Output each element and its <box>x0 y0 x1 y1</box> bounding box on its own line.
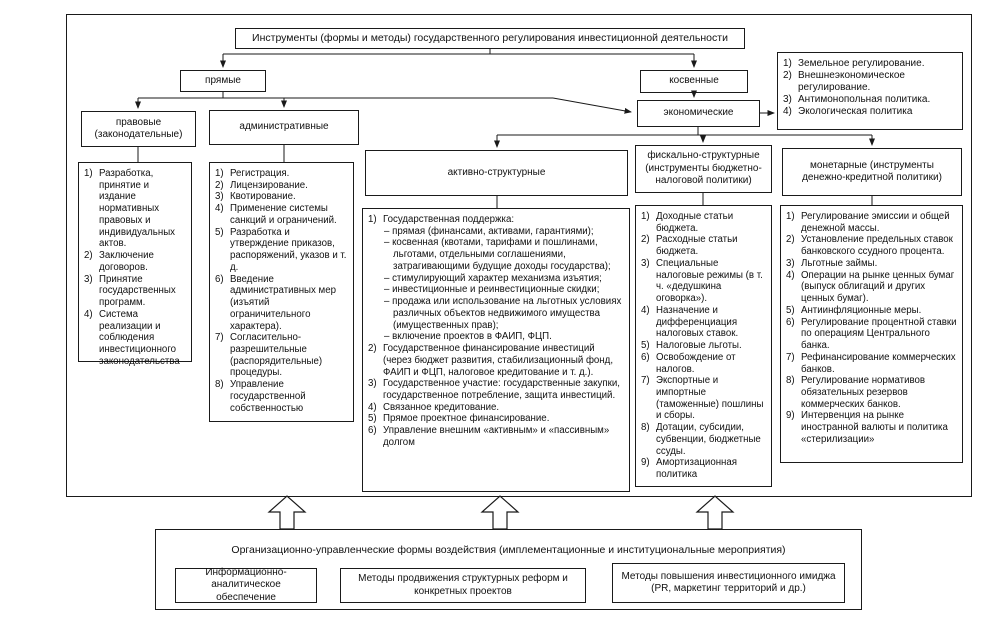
bottom-box-info-support <box>175 568 317 603</box>
direct-label: прямые <box>205 74 241 86</box>
bottom-panel-title: Организационно-управленческие формы воздействия (имплементационные и институциональные мероприятия) <box>231 544 786 556</box>
list-item: 2) Расходные статьи бюджета. <box>641 234 738 258</box>
list-item: 3) Государственное участие: государственные закупки, государственное потребление, защита инвестиций. <box>368 378 620 402</box>
legal-list <box>78 162 192 367</box>
list-item: 4) Экологическая политика <box>783 106 913 118</box>
list-subitem: – включение проектов в ФАИП, ФЦП. <box>384 331 552 343</box>
up-arrow-right <box>697 496 733 529</box>
economic-box <box>637 100 760 127</box>
list-item: 3) Антимонопольная политика. <box>783 94 931 106</box>
list-item: 7) Экспортные и импортные (таможенные) пошлины и сборы. <box>641 375 764 422</box>
list-item: 1) Регулирование эмиссии и общей денежной массы. <box>786 211 950 234</box>
monetary-label: монетарные (инструменты денежно-кредитной политики) <box>802 159 942 183</box>
list-subitem: – косвенная (квотами, тарифами и пошлинами, льготами, отдельными соглашениями, затрагивающими будущие доходы государства); <box>384 237 611 272</box>
legal-header <box>81 111 196 147</box>
economic-label: экономические <box>663 107 734 119</box>
diagram-title: Инструменты (формы и методы) государственного регулирования инвестиционной деятельности <box>252 31 728 44</box>
administrative-label: административные <box>239 121 329 133</box>
direct-box <box>180 70 266 92</box>
side-effects-list <box>777 52 963 130</box>
title-box <box>235 28 745 49</box>
list-item: 2) Заключение договоров. <box>84 250 154 273</box>
active-structural-list <box>362 208 630 492</box>
list-item: 9) Амортизационная политика <box>641 457 738 481</box>
list-item: 7) Согласительно-разрешительные (распорядительные) процедуры. <box>215 332 323 379</box>
administrative-list <box>209 162 354 422</box>
list-item: 1) Доходные статьи бюджета. <box>641 211 734 234</box>
fiscal-label: фискально-структурные (инструменты бюджетно-налоговой политики) <box>645 150 762 187</box>
list-item: 5) Разработка и утверждение приказов, распоряжений, указов и т. д. <box>215 226 347 273</box>
list-subitem: – инвестиционные и реинвестиционные скидки; <box>384 284 600 296</box>
list-item: 2) Внешнеэкономическое регулирование. <box>783 70 905 94</box>
list-item: 1) Разработка, принятие и издание нормативных правовых и индивидуальных актов. <box>84 168 176 250</box>
list-item: 3) Квотирование. <box>215 191 296 203</box>
indirect-box <box>640 70 748 93</box>
list-item: 4) Операции на рынке ценных бумаг (выпуск облигаций и других ценных бумаг). <box>786 269 955 305</box>
fiscal-header <box>635 145 772 193</box>
list-item: 5) Прямое проектное финансирование. <box>368 413 550 425</box>
list-item: 6) Освобождение от налогов. <box>641 351 736 375</box>
list-subitem: – стимулирующий характер механизма изъятия; <box>384 272 602 284</box>
list-item: 7) Рефинансирование коммерческих банков. <box>786 351 956 375</box>
up-arrow-left <box>269 496 305 529</box>
list-item: 5) Налоговые льготы. <box>641 340 742 352</box>
indirect-label: косвенные <box>669 75 719 87</box>
monetary-header <box>782 148 962 196</box>
list-item: 2) Лицензирование. <box>215 179 308 191</box>
list-item: 1) Регистрация. <box>215 168 290 179</box>
list-item: 3) Специальные налоговые режимы (в т. ч. «дедушкина оговорка»). <box>641 257 763 305</box>
bottom-box-reform-promotion-label: Методы продвижения структурных реформ и конкретных проектов <box>358 573 568 597</box>
bottom-box-reform-promotion <box>340 568 586 603</box>
list-subitem: – прямая (финансами, активами, гарантиями); <box>384 225 594 237</box>
list-item: 8) Дотации, субсидии, субвенции, бюджетные ссуды. <box>641 422 761 457</box>
bottom-box-info-support-label: Информационно-аналитическое обеспечение <box>205 566 287 603</box>
list-item: 3) Льготные займы. <box>786 257 878 269</box>
bottom-box-investment-image-label: Методы повышения инвестиционного имиджа (PR, маркетинг территорий и др.) <box>621 570 836 594</box>
list-item: 8) Управление государственной собственностью <box>215 379 306 414</box>
list-item: 3) Принятие государственных программ. <box>84 273 176 309</box>
administrative-header <box>209 110 359 145</box>
list-item: 1) Земельное регулирование. <box>783 58 925 69</box>
list-item: 1) Государственная поддержка: <box>368 214 515 225</box>
bottom-box-investment-image <box>612 563 845 603</box>
list-item: 6) Введение административных мер (изъятий ограничительного характера). <box>215 273 336 332</box>
list-item: 8) Регулирование нормативов обязательных резервов коммерческих банков. <box>786 375 926 410</box>
up-arrow-center <box>482 496 518 529</box>
list-item: 2) Установление предельных ставок банковского ссудного процента. <box>786 234 953 258</box>
list-item: 4) Связанное кредитование. <box>368 401 500 413</box>
list-subitem: – продажа или использование на льготных условиях различных объектов недвижимого имущества (имущественных прав); <box>384 296 622 331</box>
list-item: 4) Назначение и дифференциация налоговых ставок. <box>641 304 739 340</box>
list-item: 6) Регулирование процентной ставки по операциям Центрального банка. <box>786 316 957 352</box>
list-item: 2) Государственное финансирование инвестиций (через бюджет развития, стабилизационный фонд, ФАИП и ФЦП, налоговое кредитование и т. д.). <box>368 343 614 378</box>
list-item: 6) Управление внешним «активным» и «пассивным» долгом <box>368 425 610 448</box>
list-item: 9) Интервенция на рынке иностранной валюты и политика «стерилизации» <box>786 410 948 445</box>
list-item: 5) Антиинфляционные меры. <box>786 304 922 316</box>
monetary-list <box>780 205 963 463</box>
fiscal-list <box>635 205 772 487</box>
active-structural-label: активно-структурные <box>447 166 546 178</box>
legal-label: правовые (законодательные) <box>94 116 183 140</box>
list-item: 4) Применение системы санкций и ограничений. <box>215 203 337 226</box>
active-structural-header <box>365 150 628 196</box>
list-item: 4) Система реализации и соблюдения инвестиционного законодательства <box>84 308 180 367</box>
